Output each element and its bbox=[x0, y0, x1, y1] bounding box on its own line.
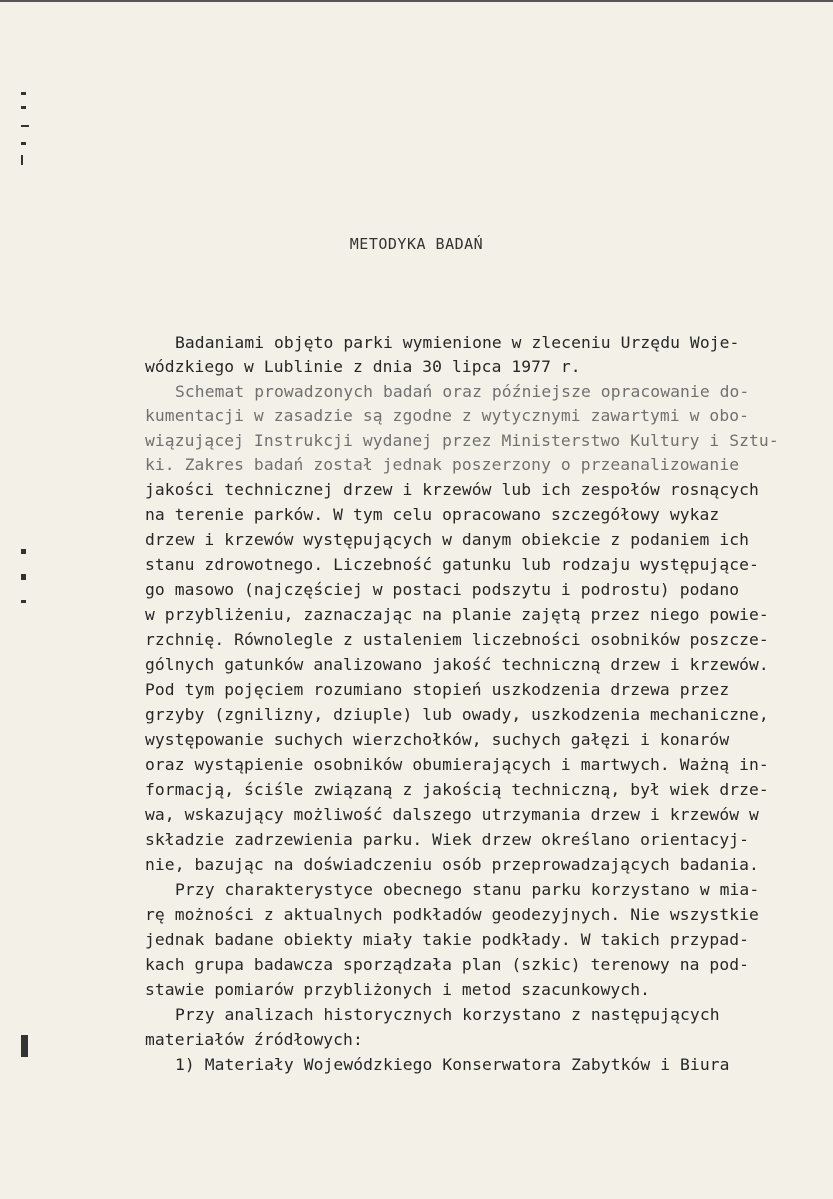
text-line: Badaniami objęto parki wymienione w zleceniu Urzędu Woje- bbox=[175, 333, 740, 352]
text-line: występowanie suchych wierzchołków, suchych gałęzi i konarów bbox=[145, 730, 730, 749]
text-line: 1) Materiały Wojewódzkiego Konserwatora Zabytków i Biura bbox=[175, 1055, 730, 1074]
text-line: w przybliżeniu, zaznaczając na planie zajętą przez niego powie- bbox=[145, 605, 769, 624]
margin-mark bbox=[21, 574, 26, 580]
text-line: na terenie parków. W tym celu opracowano szczegółowy wykaz bbox=[145, 505, 720, 524]
margin-mark bbox=[21, 125, 29, 127]
text-line: wiązującej Instrukcji wydanej przez Ministerstwo Kultury i Sztu- bbox=[145, 431, 779, 450]
text-line: Schemat prowadzonych badań oraz późniejsze opracowanie do- bbox=[175, 382, 750, 401]
text-line: formacją, ściśle związaną z jakością techniczną, był wiek drze- bbox=[145, 780, 769, 799]
text-line: kach grupa badawcza sporządzała plan (szkic) terenowy na pod- bbox=[145, 955, 750, 974]
text-line: go masowo (najczęściej w postaci podszytu i podrostu) podano bbox=[145, 580, 740, 599]
text-line: jednak badane obiekty miały takie podkłady. W takich przypad- bbox=[145, 930, 750, 949]
margin-mark bbox=[21, 92, 26, 95]
text-line: Pod tym pojęciem rozumiano stopień uszkodzenia drzewa przez bbox=[145, 680, 730, 699]
text-line: rzchnię. Równolegle z ustaleniem liczebności osobników poszcze- bbox=[145, 630, 769, 649]
text-line: nie, bazując na doświadczeniu osób przeprowadzających badania. bbox=[145, 855, 759, 874]
text-line: stawie pomiarów przybliżonych i metod szacunkowych. bbox=[145, 980, 651, 999]
text-line: oraz wystąpienie osobników obumierających i martwych. Ważną in- bbox=[145, 755, 769, 774]
text-line: stanu zdrowotnego. Liczebność gatunku lub rodzaju występujące- bbox=[145, 555, 759, 574]
text-line: Przy analizach historycznych korzystano z następujących bbox=[175, 1005, 720, 1024]
text-line: rę możności z aktualnych podkładów geodezyjnych. Nie wszystkie bbox=[145, 905, 759, 924]
text-line: grzyby (zgnilizny, dziuple) lub owady, uszkodzenia mechaniczne, bbox=[145, 705, 769, 724]
text-line: jakości technicznej drzew i krzewów lub ich zespołów rosnących bbox=[145, 480, 759, 499]
margin-mark bbox=[21, 155, 23, 165]
text-line: materiałów źródłowych: bbox=[145, 1030, 363, 1049]
margin-mark bbox=[21, 106, 26, 109]
text-line: Przy charakterystyce obecnego stanu parku korzystano w mia- bbox=[175, 880, 760, 899]
text-line: kumentacji w zasadzie są zgodne z wytycznymi zawartymi w obo- bbox=[145, 406, 750, 425]
text-line: ki. Zakres badań został jednak poszerzony o przeanalizowanie bbox=[145, 455, 740, 474]
margin-mark bbox=[21, 1035, 28, 1057]
margin-mark bbox=[21, 549, 26, 554]
margin-mark bbox=[21, 142, 26, 145]
text-line: wódzkiego w Lublinie z dnia 30 lipca 1977 r. bbox=[145, 357, 581, 376]
margin-mark bbox=[21, 600, 26, 603]
page-title: METODYKA BADAŃ bbox=[349, 235, 484, 253]
text-line: gólnych gatunków analizowano jakość techniczną drzew i krzewów. bbox=[145, 655, 769, 674]
text-line: składzie zadrzewienia parku. Wiek drzew określano orientacyj- bbox=[145, 830, 750, 849]
text-line: wa, wskazujący możliwość dalszego utrzymania drzew i krzewów w bbox=[145, 805, 759, 824]
text-line: drzew i krzewów występujących w danym obiekcie z podaniem ich bbox=[145, 530, 750, 549]
